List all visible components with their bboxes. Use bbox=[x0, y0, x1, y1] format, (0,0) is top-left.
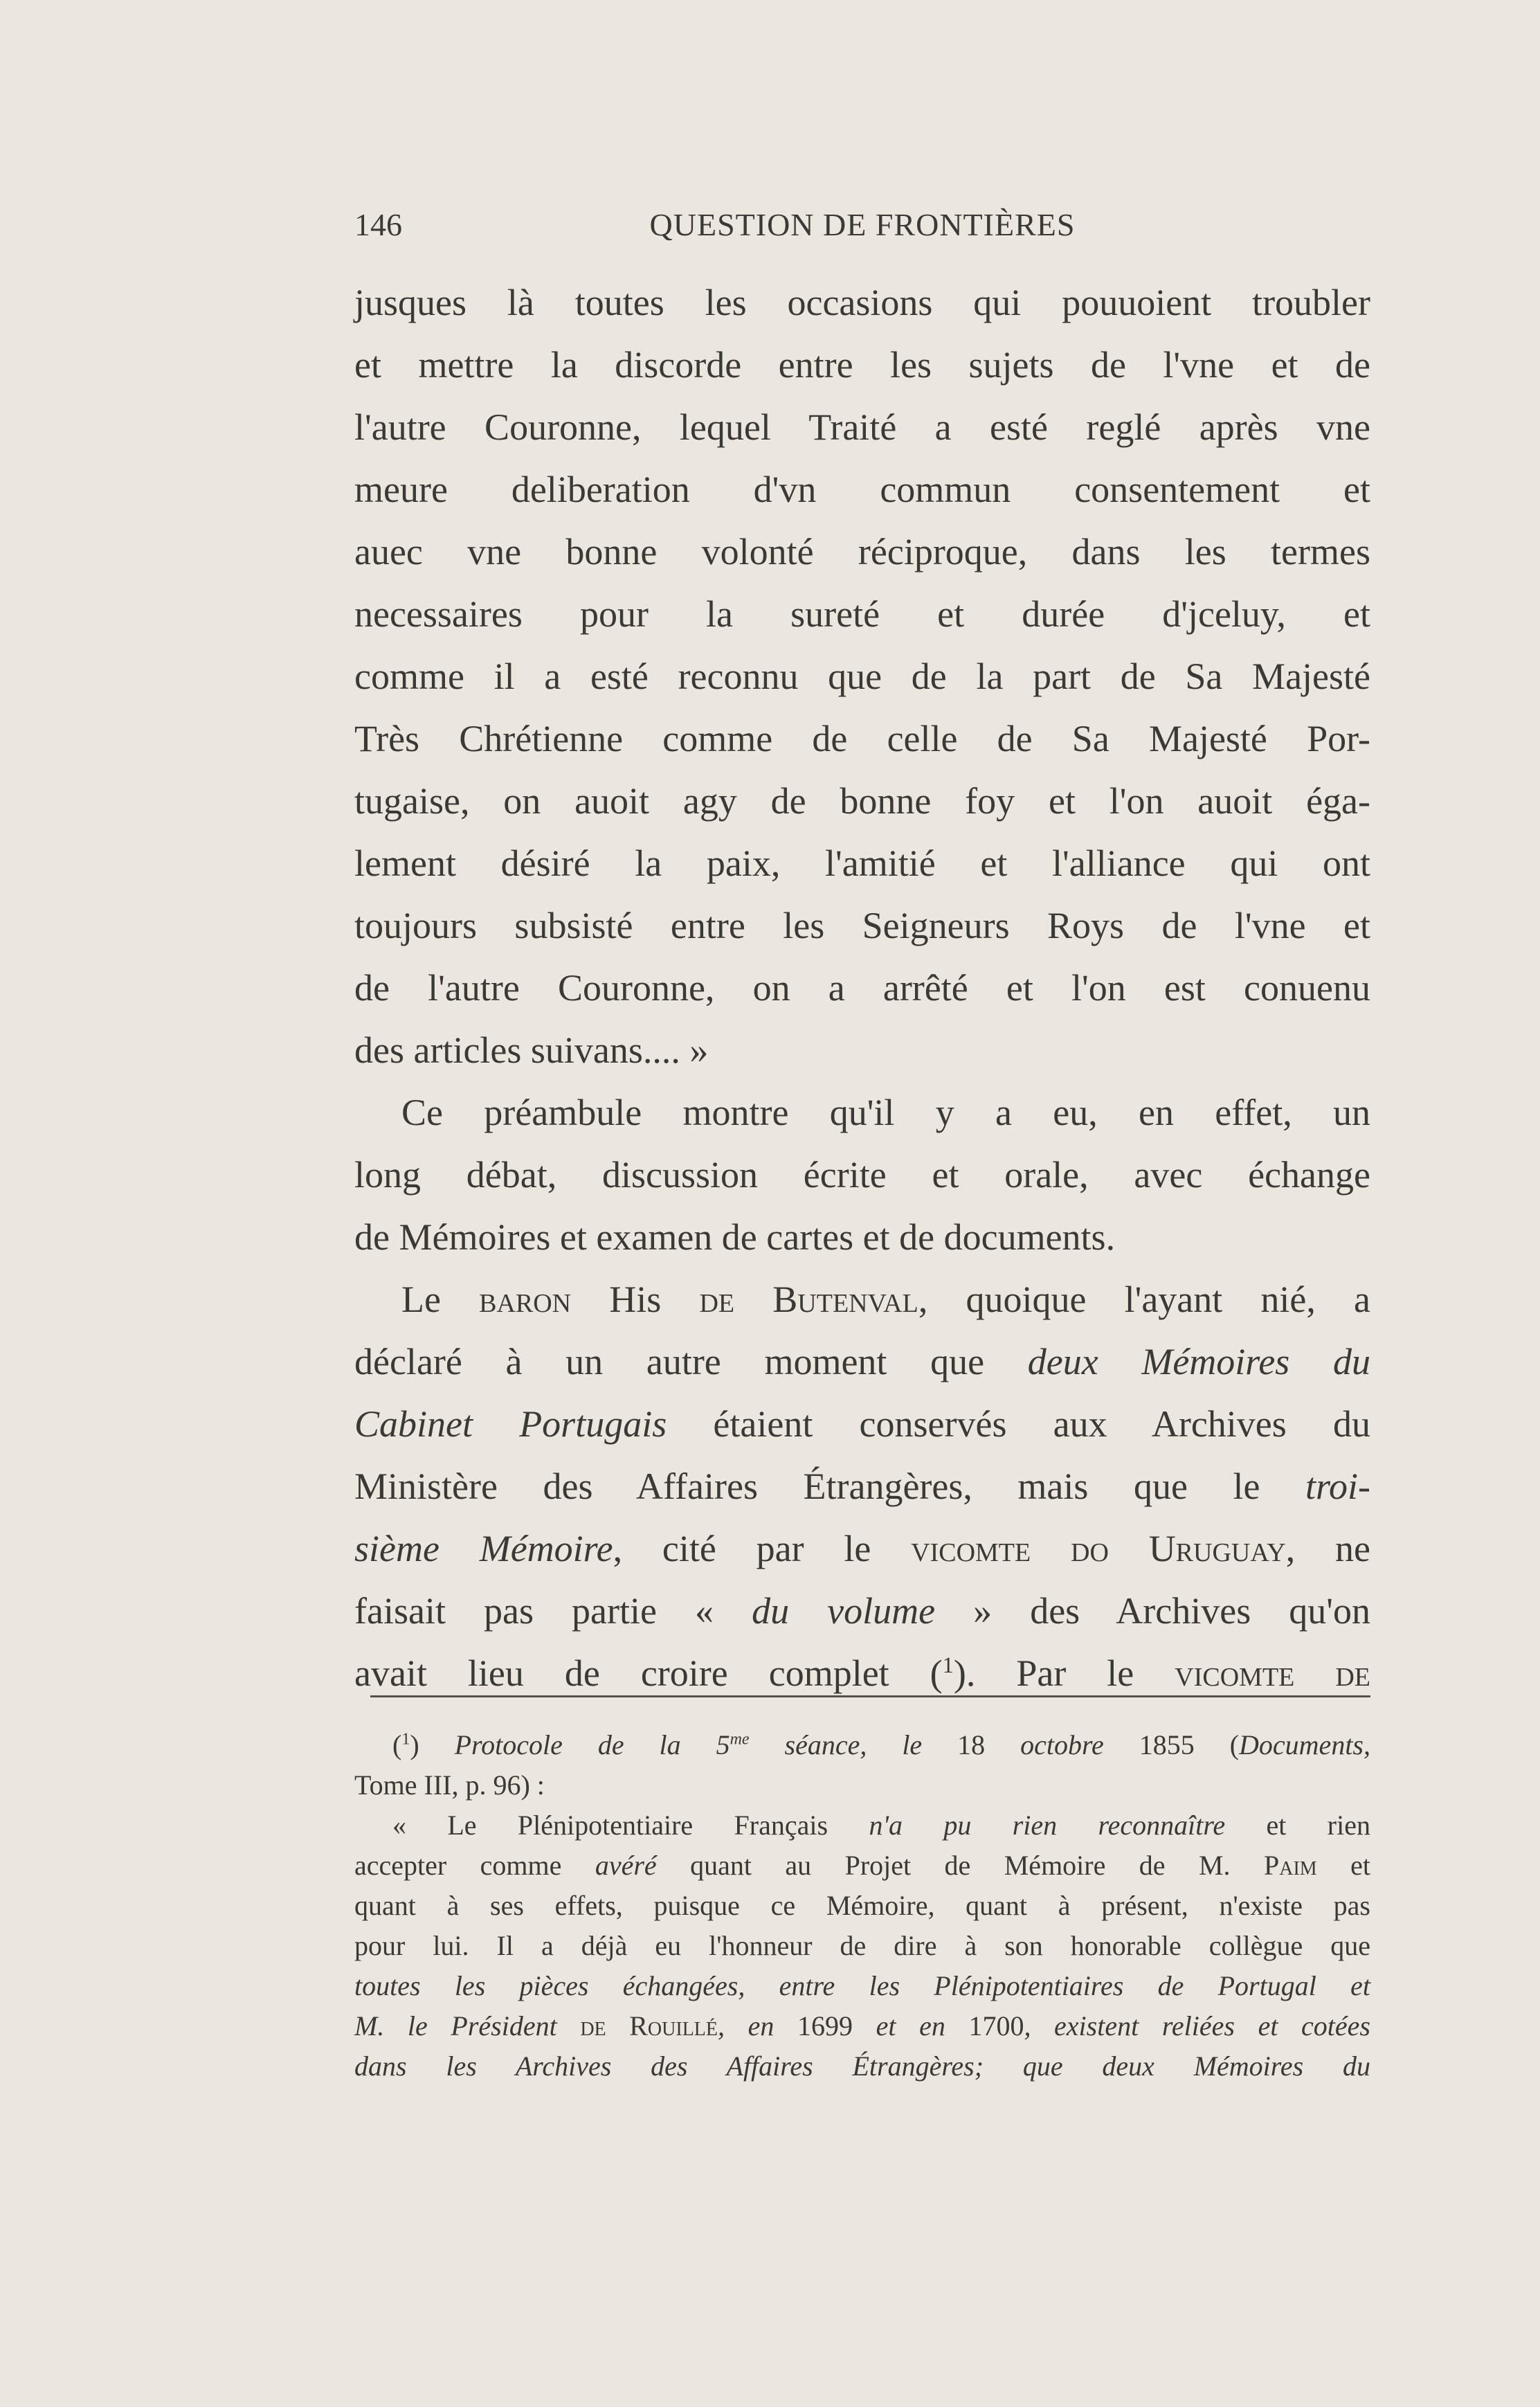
footnote-line bbox=[354, 1966, 1370, 2006]
italic-run: M. le Président bbox=[354, 2010, 581, 2041]
ordinal-suffix: me bbox=[730, 1730, 750, 1749]
italic-run: n'a pu rien reconnaître bbox=[869, 1810, 1226, 1841]
footnote-line: dans les Archives des Affaires Étrangères; que deux Mémoires du bbox=[354, 2050, 1370, 2082]
text-line bbox=[354, 1517, 1370, 1580]
text-run: Ministère des Affaires Étrangères, mais que le bbox=[354, 1466, 1305, 1507]
name-smallcaps: Uruguay bbox=[1148, 1528, 1286, 1569]
footnote-divider bbox=[370, 1695, 1370, 1697]
text-run: , ne bbox=[1285, 1528, 1371, 1569]
text-run: et rien bbox=[1225, 1810, 1370, 1841]
text-run: ( bbox=[1194, 1729, 1240, 1760]
text-line: jusques là toutes les occasions qui pouuoient troubler bbox=[354, 282, 1370, 323]
text-run bbox=[606, 2010, 630, 2041]
text-line: et mettre la discorde entre les sujets de l'vne et de bbox=[354, 344, 1370, 386]
name-smallcaps: Rouillé bbox=[629, 2010, 718, 2041]
text-line: Ce préambule montre qu'il y a eu, en effet, un bbox=[401, 1092, 1370, 1133]
text-run: accepter comme bbox=[354, 1850, 595, 1881]
text-run: 1855 bbox=[1139, 1729, 1195, 1760]
main-text bbox=[354, 271, 1370, 1704]
text-line: meure deliberation d'vn commun consentement et bbox=[354, 469, 1370, 510]
particle-smallcaps: do bbox=[1071, 1528, 1109, 1569]
text-line bbox=[354, 1455, 1370, 1517]
footnote-line bbox=[354, 1725, 1370, 1765]
title-smallcaps: vicomte de bbox=[1175, 1652, 1371, 1694]
text-run bbox=[1109, 1528, 1149, 1569]
text-run: ) bbox=[410, 1729, 455, 1760]
italic-run: Cabinet Portugais bbox=[354, 1403, 667, 1445]
text-run: , quoique l'ayant nié, a bbox=[918, 1279, 1371, 1320]
text-line: l'autre Couronne, lequel Traité a esté reglé après vne bbox=[354, 406, 1370, 448]
italic-run: et en bbox=[852, 2010, 969, 2041]
text-line: toujours subsisté entre les Seigneurs Roys de l'vne et bbox=[354, 905, 1370, 946]
text-line bbox=[354, 1331, 1370, 1393]
text-run: » des Archives qu'on bbox=[935, 1590, 1370, 1632]
text-run: 18 bbox=[957, 1729, 986, 1760]
italic-run: du volume bbox=[752, 1590, 936, 1632]
text-line: auec vne bonne volonté réciproque, dans les termes bbox=[354, 531, 1370, 573]
italic-run: octobre bbox=[985, 1729, 1139, 1760]
particle-smallcaps: de bbox=[580, 2010, 606, 2041]
footnote-mark: 1 bbox=[401, 1730, 410, 1749]
text-run: étaient conservés aux Archives du bbox=[667, 1403, 1370, 1445]
italic-run: sième Mémoire bbox=[354, 1528, 613, 1569]
text-run: faisait pas partie « bbox=[354, 1590, 752, 1632]
text-line: comme il a esté reconnu que de la part de Sa Majesté bbox=[354, 656, 1370, 697]
text-line: lement désiré la paix, l'amitié et l'alliance qui ont bbox=[354, 842, 1370, 884]
footnote-line: quant à ses effets, puisque ce Mémoire, quant à présent, n'existe pas bbox=[354, 1890, 1370, 1921]
particle-smallcaps: de bbox=[699, 1279, 735, 1320]
text-run bbox=[1031, 1528, 1071, 1569]
text-run: 1700 bbox=[968, 2010, 1024, 2041]
footnote-line: Tome III, p. 96) : bbox=[354, 1769, 545, 1801]
footnote-line bbox=[354, 1846, 1370, 1886]
text-line bbox=[354, 1580, 1370, 1642]
page-header bbox=[354, 206, 1370, 248]
italic-run: Protocole de la 5 bbox=[454, 1729, 730, 1760]
running-title: QUESTION DE FRONTIÈRES bbox=[649, 207, 1076, 242]
italic-run: Documents, bbox=[1239, 1729, 1370, 1760]
text-line: necessaires pour la sureté et durée d'jceluy, et bbox=[354, 593, 1370, 635]
name-smallcaps: Butenval bbox=[772, 1279, 918, 1320]
italic-run: , en bbox=[718, 2010, 797, 2041]
text-line: Très Chrétienne comme de celle de Sa Majesté Por- bbox=[354, 718, 1370, 759]
italic-run: toutes les pièces échangées, entre les Plénipotentiaires de Portugal et bbox=[354, 1970, 1370, 2001]
text-run bbox=[734, 1279, 772, 1320]
text-run: His bbox=[571, 1279, 700, 1320]
text-line: tugaise, on auoit agy de bonne foy et l'on auoit éga- bbox=[354, 780, 1370, 822]
footnote-line bbox=[354, 1805, 1370, 1846]
text-run: Le bbox=[401, 1279, 480, 1320]
text-run: , cité par le bbox=[613, 1528, 912, 1569]
text-run: et bbox=[1316, 1850, 1370, 1881]
text-line bbox=[354, 1268, 1370, 1331]
text-run: ). Par le bbox=[953, 1652, 1175, 1694]
text-line bbox=[354, 1393, 1370, 1455]
title-smallcaps: baron bbox=[479, 1279, 572, 1320]
footnote-line bbox=[354, 2006, 1370, 2046]
italic-run: troi- bbox=[1305, 1466, 1370, 1507]
italic-run: deux Mémoires du bbox=[1027, 1341, 1370, 1382]
footnote-ref: 1 bbox=[942, 1653, 954, 1678]
italic-run: avéré bbox=[595, 1850, 657, 1881]
text-run: « Le Plénipotentiaire Français bbox=[392, 1810, 869, 1841]
text-line: de Mémoires et examen de cartes et de documents. bbox=[354, 1216, 1116, 1258]
italic-run: , existent reliées et cotées bbox=[1024, 2010, 1370, 2041]
title-smallcaps: vicomte bbox=[911, 1528, 1031, 1569]
text-line: de l'autre Couronne, on a arrêté et l'on est conuenu bbox=[354, 967, 1370, 1009]
text-run: ( bbox=[392, 1729, 402, 1760]
text-line: des articles suivans.... » bbox=[354, 1029, 709, 1071]
text-run: déclaré à un autre moment que bbox=[354, 1341, 1028, 1382]
footnote-line: pour lui. Il a déjà eu l'honneur de dire à son honorable collègue que bbox=[354, 1930, 1370, 1961]
page-number: 146 bbox=[354, 207, 402, 242]
name-smallcaps: Paim bbox=[1264, 1850, 1317, 1881]
text-run: avait lieu de croire complet ( bbox=[354, 1652, 943, 1694]
text-line: long débat, discussion écrite et orale, avec échange bbox=[354, 1154, 1370, 1196]
text-run: 1699 bbox=[797, 2010, 853, 2041]
footnotes bbox=[354, 1725, 1370, 2086]
italic-run: séance, le bbox=[749, 1729, 958, 1760]
text-run: quant au Projet de Mémoire de M. bbox=[656, 1850, 1264, 1881]
